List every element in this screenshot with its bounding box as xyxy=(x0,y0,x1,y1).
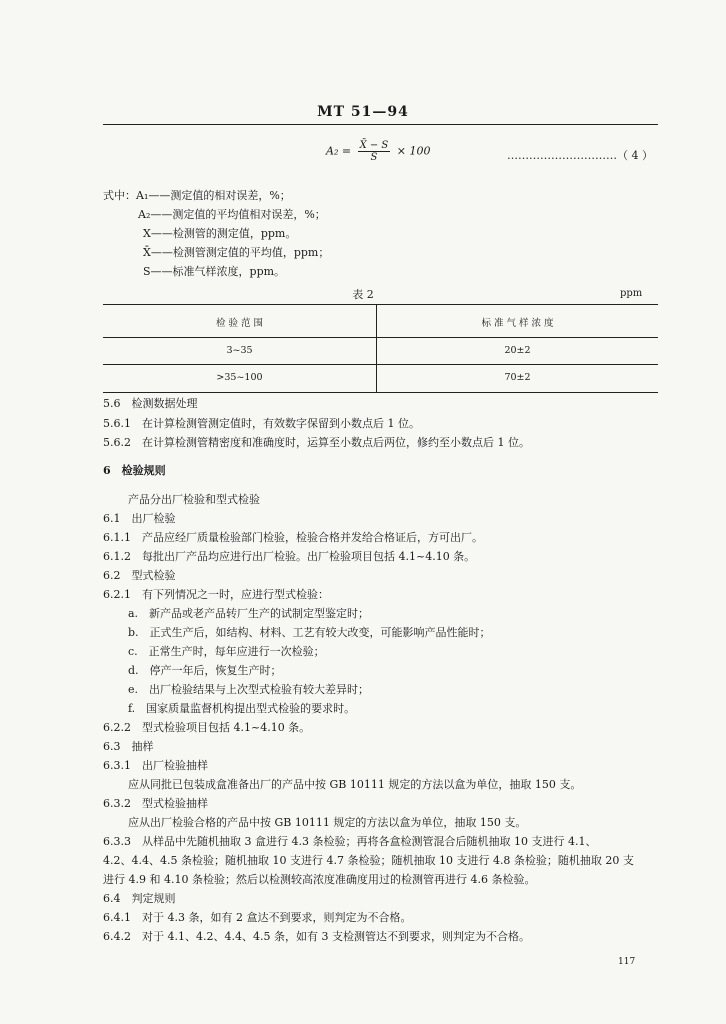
paragraph: 产品分出厂检验和型式检验 xyxy=(128,493,260,506)
paragraph: 进行 4.9 和 4.10 条检验；然后以检测较高浓度准确度用过的检测管再进行 4.6 条检验。 xyxy=(103,873,536,886)
list-item: d. 停产一年后，恢复生产时； xyxy=(128,664,282,677)
definition-line: 式中：A₁——测定值的相对误差，%； xyxy=(103,189,291,202)
paragraph: 6.2.1 有下列情况之一时，应进行型式检验： xyxy=(103,588,329,601)
paragraph: 6.4.2 对于 4.1、4.2、4.4、4.5 条，如有 3 支检测管达不到要求，则判定为不合格。 xyxy=(103,930,530,943)
paragraph: 6.4.1 对于 4.3 条，如有 2 盒达不到要求，则判定为不合格。 xyxy=(103,911,412,924)
list-item: a. 新产品或老产品转厂生产的试制定型鉴定时； xyxy=(128,607,370,620)
list-item: b. 正式生产后，如结构、材料、工艺有较大改变，可能影响产品性能时； xyxy=(128,626,491,639)
definition-line: X̄——检测管测定值的平均值，ppm； xyxy=(143,246,330,259)
formula-fraction xyxy=(358,140,391,163)
paragraph: 应从出厂检验合格的产品中按 GB 10111 规定的方法以盒为单位，抽取 150 支。 xyxy=(128,816,527,829)
definition-line: X——检测管的测定值，ppm。 xyxy=(143,227,297,240)
header-rule xyxy=(103,124,658,125)
page-number: 117 xyxy=(618,957,636,967)
list-item: e. 出厂检验结果与上次型式检验有较大差异时； xyxy=(128,683,370,696)
formula-number: …………………………（ 4 ） xyxy=(507,149,653,162)
table-caption: 表 2 xyxy=(352,288,374,301)
section-heading: 6.3.2 型式检验抽样 xyxy=(103,797,208,810)
formula-lhs: A₂ = xyxy=(326,144,352,158)
table-header-cell: 标 准 气 样 浓 度 xyxy=(481,318,554,329)
section-heading: 5.6 检测数据处理 xyxy=(103,397,198,410)
section-heading: 6.4 判定规则 xyxy=(103,892,176,905)
section-heading: 6.3 抽样 xyxy=(103,740,154,753)
table-cell: 20±2 xyxy=(504,345,531,356)
formula xyxy=(326,140,431,163)
formula-tail: × 100 xyxy=(396,144,431,158)
table-cell: 70±2 xyxy=(504,372,531,383)
paragraph: 应从同批已包装成盒准备出厂的产品中按 GB 10111 规定的方法以盒为单位，抽取 150 支。 xyxy=(128,778,582,791)
table-unit: ppm xyxy=(620,288,643,299)
section-heading: 6.2 型式检验 xyxy=(103,569,176,582)
table-top-rule xyxy=(103,304,658,305)
formula-denominator: S xyxy=(370,152,378,163)
chapter-heading: 6 检验规则 xyxy=(103,464,166,477)
formula-numerator: X̄ − S xyxy=(359,140,389,151)
table-bottom-rule xyxy=(103,392,658,393)
paragraph: 5.6.1 在计算检测管测定值时，有效数字保留到小数点后 1 位。 xyxy=(103,417,420,430)
paragraph: 6.3.3 从样品中先随机抽取 3 盒进行 4.3 条检验；再将各盒检测管混合后随机抽取 10 支进行 4.1、 xyxy=(103,835,597,848)
paragraph: 6.1.1 产品应经厂质量检验部门检验，检验合格并发给合格证后，方可出厂。 xyxy=(103,531,483,544)
paragraph: 5.6.2 在计算检测管精密度和准确度时，运算至小数点后两位，修约至小数点后 1 位。 xyxy=(103,436,530,449)
table-header-cell: 检 验 范 围 xyxy=(215,318,264,329)
list-item: c. 正常生产时，每年应进行一次检验； xyxy=(128,645,325,658)
definition-line: S——标准气样浓度，ppm。 xyxy=(143,265,286,278)
paragraph: 4.2、4.4、4.5 条检验；随机抽取 10 支进行 4.7 条检验；随机抽取 10 支进行 4.8 条检验；随机抽取 20 支 xyxy=(103,854,634,867)
table-cell: >35~100 xyxy=(216,372,263,383)
table-header-rule xyxy=(103,337,658,338)
definition-line: A₂——测定值的平均值相对误差，%； xyxy=(138,208,326,221)
section-heading: 6.1 出厂检验 xyxy=(103,512,176,525)
table-row-rule xyxy=(103,364,658,365)
page-header: MT 51—94 xyxy=(317,104,409,120)
paragraph: 6.2.2 型式检验项目包括 4.1~4.10 条。 xyxy=(103,721,311,734)
list-item: f. 国家质量监督机构提出型式检验的要求时。 xyxy=(128,702,356,715)
table-cell: 3~35 xyxy=(226,345,253,356)
paragraph: 6.1.2 每批出厂产品均应进行出厂检验。出厂检验项目包括 4.1~4.10 条。 xyxy=(103,550,476,563)
section-heading: 6.3.1 出厂检验抽样 xyxy=(103,759,208,772)
